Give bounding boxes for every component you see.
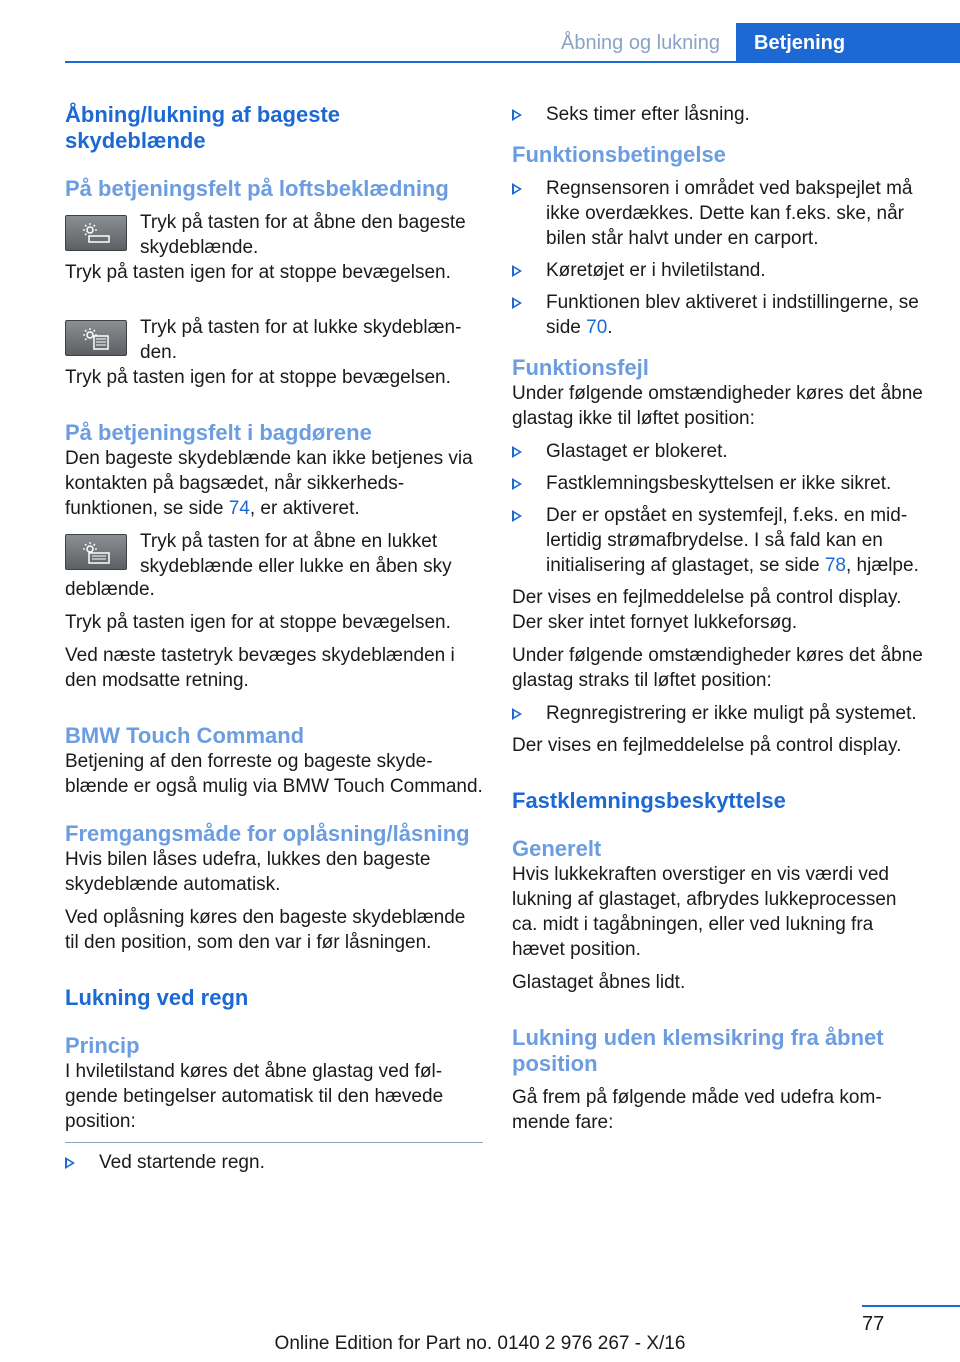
heading-conditions: Funktionsbetingelse bbox=[512, 142, 726, 167]
principle-list bbox=[65, 1142, 483, 1175]
door-intro: Den bageste skydeblænde kan ikke betjenes via kontakten på bagsædet, når sikkerhedsfunktionen, se side 74, er aktiveret. bbox=[65, 448, 473, 519]
list-item: Seks timer efter låsning. bbox=[512, 102, 927, 127]
list-item: Køretøjet er i hviletilstand. bbox=[512, 258, 927, 283]
fault-msg-1: Der vises en fejlmeddelelse på control display. Der sker intet fornyet lukkeforsøg. bbox=[512, 587, 902, 633]
header-section-title: Åbning og lukning bbox=[560, 32, 720, 54]
noclamp-text: Gå frem på følgende måde ved udefra kommende fare: bbox=[512, 1087, 882, 1133]
heading-ceiling-panel: På betjeningsfelt på loftsbeklædning bbox=[65, 176, 449, 201]
fault-list-2 bbox=[512, 701, 927, 726]
top-list bbox=[512, 102, 927, 127]
list-item: Fastklemningsbeskyttelsen er ikke sikret. bbox=[512, 471, 927, 496]
fault-intro: Under følgende omstændigheder køres det åbne glastag ikke til løftet position: bbox=[512, 383, 923, 429]
list-item: Glastaget er blokeret. bbox=[512, 439, 927, 464]
ceiling-stop-1: Tryk på tasten igen for at stoppe bevægelsen. bbox=[65, 262, 451, 283]
fault-msg-2: Der vises en fejlmeddelelse på control display. bbox=[512, 735, 902, 756]
door-instruction: Tryk på tasten for at åbne en lukket skydeblænde eller lukke en åben sky bbox=[65, 529, 483, 579]
heading-door-panel: På betjeningsfelt i bagdørene bbox=[65, 420, 372, 445]
fault-intro-2: Under følgende omstændigheder køres det åbne glastag straks til løftet position: bbox=[512, 645, 923, 691]
fault-list bbox=[512, 439, 927, 578]
list-item: Ved startende regn. bbox=[65, 1142, 483, 1175]
left-column bbox=[65, 102, 483, 1182]
ceiling-stop-2: Tryk på tasten igen for at stoppe bevægelsen. bbox=[65, 367, 451, 388]
heading-pinch-protection: Fastklemningsbeskyttelse bbox=[512, 788, 786, 813]
page-number: 77 bbox=[862, 1313, 885, 1335]
footer-rule bbox=[862, 1305, 960, 1307]
heading-general: Generelt bbox=[512, 836, 602, 861]
conditions-list bbox=[512, 176, 927, 340]
heading-touch-command: BMW Touch Command bbox=[65, 723, 305, 748]
principle-text: I hviletilstand køres det åbne glastag ved følgende betingelser automatisk til den hævede position: bbox=[65, 1061, 444, 1132]
list-item: Der er opstået en systemfejl, f.eks. en midlertidig strømafbrydelse. I så fald kan en initialisering af glastaget, se side 78, hjælpe. bbox=[512, 503, 927, 578]
ceiling-open-instruction: Tryk på tasten for at åbne den bageste skydeblænde. bbox=[65, 210, 483, 260]
lock-text-1: Hvis bilen låses udefra, lukkes den bageste skydeblænde automatisk. bbox=[65, 849, 431, 895]
header-rule bbox=[65, 61, 960, 63]
right-column bbox=[512, 102, 927, 1135]
list-item: Funktionen blev aktiveret i indstillingerne, se side 70. bbox=[512, 290, 927, 340]
general-text-2: Glastaget åbnes lidt. bbox=[512, 972, 686, 993]
list-item: Regnsensoren i området ved bakspejlet må ikke overdækkes. Dette kan f.eks. ske, når bilen står halvt under en carport. bbox=[512, 176, 927, 251]
page-link-78[interactable]: 78 bbox=[824, 555, 846, 576]
lock-text-2: Ved oplåsning køres den bageste skydeblænde til den position, som den var i før låsningen. bbox=[65, 907, 466, 953]
sunblind-door-key-icon bbox=[65, 534, 127, 570]
door-stop: Tryk på tasten igen for at stoppe bevægelsen. bbox=[65, 612, 451, 633]
heading-close-without-protection: Lukning uden klemsikring fra åbnet position bbox=[512, 1025, 884, 1076]
door-next: Ved næste tastetryk bevæges skydeblænden i den modsatte retning. bbox=[65, 645, 455, 691]
footer-edition: Online Edition for Part no. 0140 2 976 267 - X/16 bbox=[274, 1333, 686, 1354]
heading-fault: Funktionsfejl bbox=[512, 355, 649, 380]
ceiling-close-instruction: Tryk på tasten for at lukke skydeblænden. bbox=[65, 315, 483, 365]
general-text-1: Hvis lukkekraften overstiger en vis værdi ved lukning af glastaget, afbrydes lukkeprocessen ca. midt i tagåbningen, eller ved lukning fra hævet position. bbox=[512, 864, 897, 960]
header-chapter-tab[interactable]: Betjening bbox=[736, 23, 960, 63]
heading-principle: Princip bbox=[65, 1033, 140, 1058]
touch-text: Betjening af den forreste og bageste skydeblænde er også mulig via BMW Touch Command. bbox=[65, 751, 483, 797]
heading-lock-procedure: Fremgangsmåde for oplåsning/låsning bbox=[65, 821, 470, 846]
section-title: Åbning/lukning af bageste skydeblænde bbox=[65, 102, 341, 153]
sunblind-close-key-icon bbox=[65, 320, 127, 356]
heading-rain-closing: Lukning ved regn bbox=[65, 985, 249, 1010]
door-instruction-cont: deblænde. bbox=[65, 579, 155, 600]
sunblind-open-key-icon bbox=[65, 215, 127, 251]
page-link-74[interactable]: 74 bbox=[228, 498, 250, 519]
list-item: Regnregistrering er ikke muligt på systemet. bbox=[512, 701, 927, 726]
page-link-70[interactable]: 70 bbox=[586, 317, 608, 338]
